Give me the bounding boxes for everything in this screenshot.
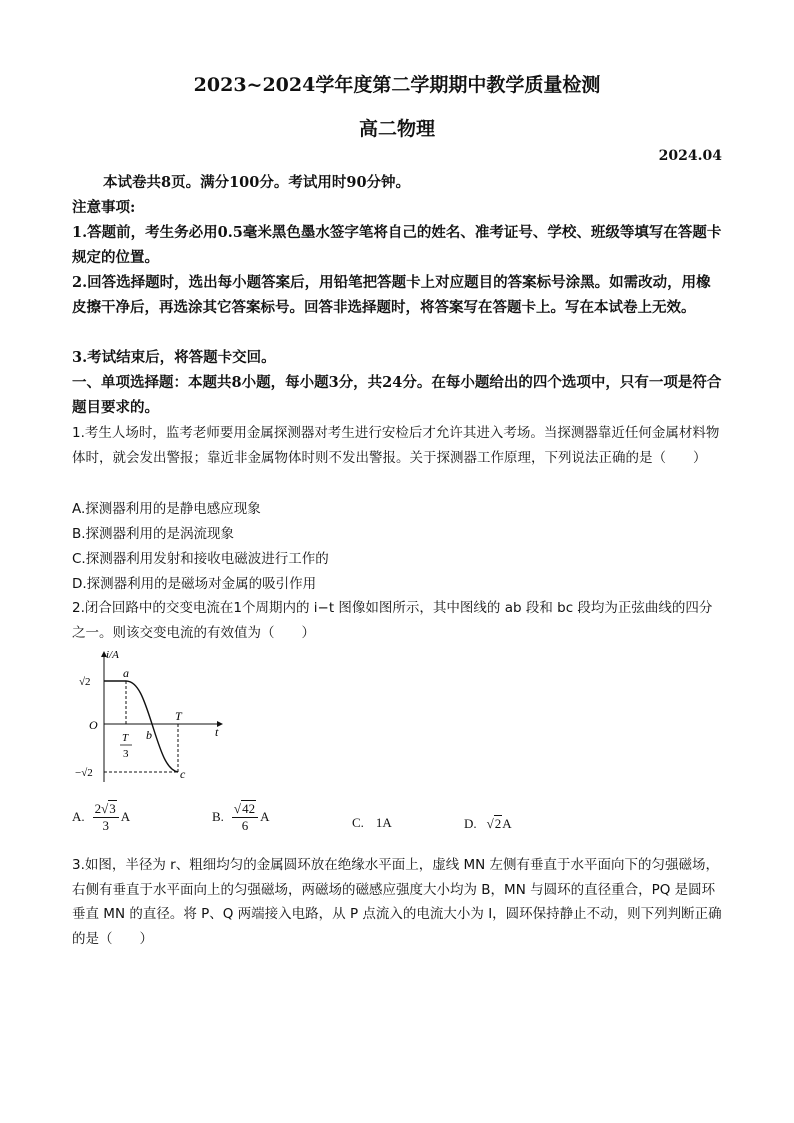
x-axis-label: t [215,725,219,739]
question-1-option-a: A.探测器利用的是静电感应现象 [72,501,261,517]
question-2-choice-c: C. 1A [352,815,392,830]
point-a-label: a [123,666,129,680]
exam-date: 2024.04 [658,148,722,164]
point-b-label: b [146,728,152,742]
exam-subject: 高二物理 [358,118,435,140]
question-1-option-c: C.探测器利用发射和接收电磁波进行工作的 [72,551,329,567]
notes-item-1: 1.答题前，考生务必用0.5毫米黑色墨水签字笔将自己的姓名、准考证号、学校、班级等填写在答题卡规定的位置。 [72,224,722,266]
exam-title: 2023~2024学年度第二学期期中教学质量检测 [193,74,601,96]
question-2-graph [72,644,232,789]
point-c-label: c [180,767,186,781]
period-label: T [175,709,182,723]
question-1-option-b: B.探测器利用的是涡流现象 [72,526,235,542]
notes-item-3: 3.考试结束后，将答题卡交回。 [72,349,276,366]
question-2-stem: 2.闭合回路中的交变电流在1个周期内的 i−t 图像如图所示，其中图线的 ab 段和 bc 段均为正弦曲线的四分之一。则该交变电流的有效值为（ ） [72,600,713,641]
question-1-stem: 1.考生人场时，监考老师要用金属探测器对考生进行安检后才允许其进入考场。当探测器靠近任何金属材料物体时，就会发出警报；靠近非金属物体时则不发出警报。关于探测器工作原理，下列说法正确的是（ ） [72,425,720,466]
third-period-den: 3 [123,748,129,760]
y-axis-label: i/A [106,649,119,661]
notes-heading: 注意事项: [72,199,136,216]
exam-intro: 本试卷共8页。满分100分。考试用时90分钟。 [103,174,411,191]
current-curve [104,681,178,772]
notes-item-2: 2.回答选择题时，选出每小题答案后，用铅笔把答题卡上对应题目的答案标号涂黑。如需改动，用橡皮擦干净后，再选涂其它答案标号。回答非选择题时，将答案写在答题卡上。写在本试卷上无效。 [72,274,711,316]
question-2-choice-a: A. 2√ 3 3 A [72,801,131,833]
question-2-choice-d: D. √ 2 A [464,815,512,831]
question-3-stem: 3.如图，半径为 r、粗细均匀的金属圆环放在绝缘水平面上，虚线 MN 左侧有垂直于水平面向下的匀强磁场，右侧有垂直于水平面向上的匀强磁场，两磁场的磁感应强度大小均为 B，MN 与圆环的直径重合，PQ 是圆环垂直 MN 的直径。将 P、Q 两端接入电路，从 P 点流入的电流大小为 I，圆环保持静止不动，则下列判断正确的是（ ） [72,857,722,947]
third-period-num: T [122,732,129,744]
section-heading: 一、单项选择题：本题共8小题，每小题3分，共24分。在每小题给出的四个选项中，只有一项是符合题目要求的。 [72,374,722,416]
question-2-choice-b: B. √ 42 6 A [212,801,270,833]
y-top-label: √2 [79,676,91,688]
origin-label: O [89,718,98,732]
y-bottom-label: −√2 [75,767,93,779]
question-1-option-d: D.探测器利用的是磁场对金属的吸引作用 [72,576,317,592]
